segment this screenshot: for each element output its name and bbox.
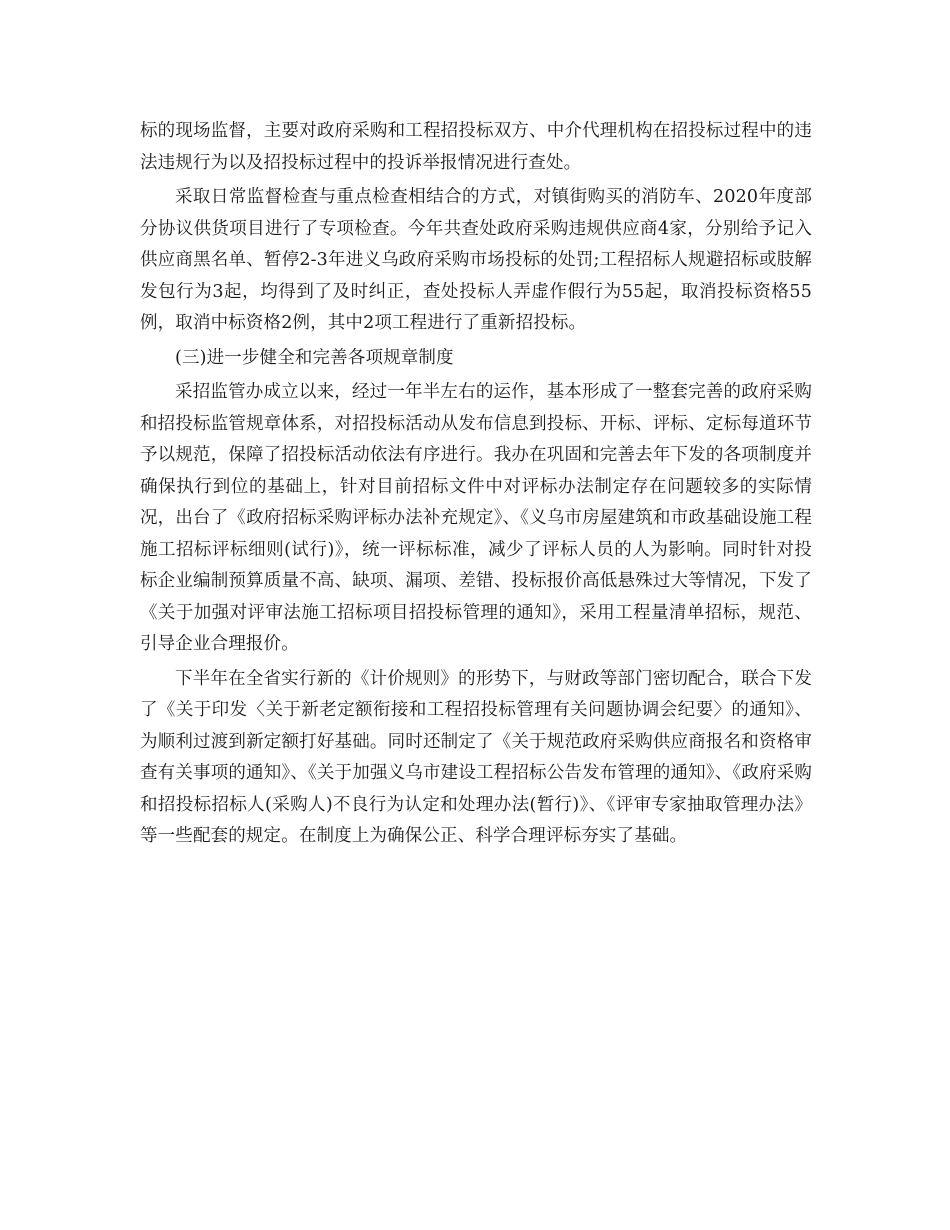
paragraph-regulations: 采招监管办成立以来，经过一年半左右的运作，基本形成了一整套完善的政府采购和招投标监管规章体系，对招投标活动从发布信息到投标、开标、评标、定标每道环节予以规范，保障了招投标活动依法有序进行。我办在巩固和完善去年下发的各项制度并确保执行到位的基础上，针对目前招标文件中对评标办法制定存在问题较多的实际情况，出台了《政府招标采购评标办法补充规定》、《义乌市房屋建筑和市政基础设施工程施工招标评标细则(试行)》，统一评标标准，减少了评标人员的人为影响。同时针对投标企业编制预算质量不高、缺项、漏项、差错、投标报价高低悬殊过大等情况，下发了《关于加强对评审法施工招标项目招投标管理的通知》，采用工程量清单招标，规范、引导企业合理报价。 [140, 382, 812, 654]
document-body [140, 116, 812, 856]
paragraph-inspection: 采取日常监督检查与重点检查相结合的方式，对镇街购买的消防车、2020年度部分协议供货项目进行了专项检查。今年共查处政府采购违规供应商4家，分别给予记入供应商黑名单、暂停2-3年进义乌政府采购市场投标的处罚;工程招标人规避招标或肢解发包行为3起，均得到了及时纠正，查处投标人弄虚作假行为55起，取消投标资格55 例，取消中标资格2例，其中2项工程进行了重新招投标。 [140, 187, 812, 333]
paragraph-continuation: 标的现场监督，主要对政府采购和工程招投标双方、中介代理机构在招投标过程中的违法违规行为以及招投标过程中的投诉举报情况进行查处。 [140, 121, 812, 173]
paragraph-second-half: 下半年在全省实行新的《计价规则》的形势下，与财政等部门密切配合，联合下发了《关于印发〈关于新老定额衔接和工程招投标管理有关问题协调会纪要〉的通知》、为顺利过渡到新定额打好基础。同时还制定了《关于规范政府采购供应商报名和资格审查有关事项的通知》、《关于加强义乌市建设工程招标公告发布管理的通知》、《政府采购和招投标招标人(采购人)不良行为认定和处理办法(暂行)》、《评审专家抽取管理办法》等一些配套的规定。在制度上为确保公正、科学合理评标夯实了基础。 [140, 668, 812, 846]
section-heading: (三)进一步健全和完善各项规章制度 [175, 347, 454, 368]
